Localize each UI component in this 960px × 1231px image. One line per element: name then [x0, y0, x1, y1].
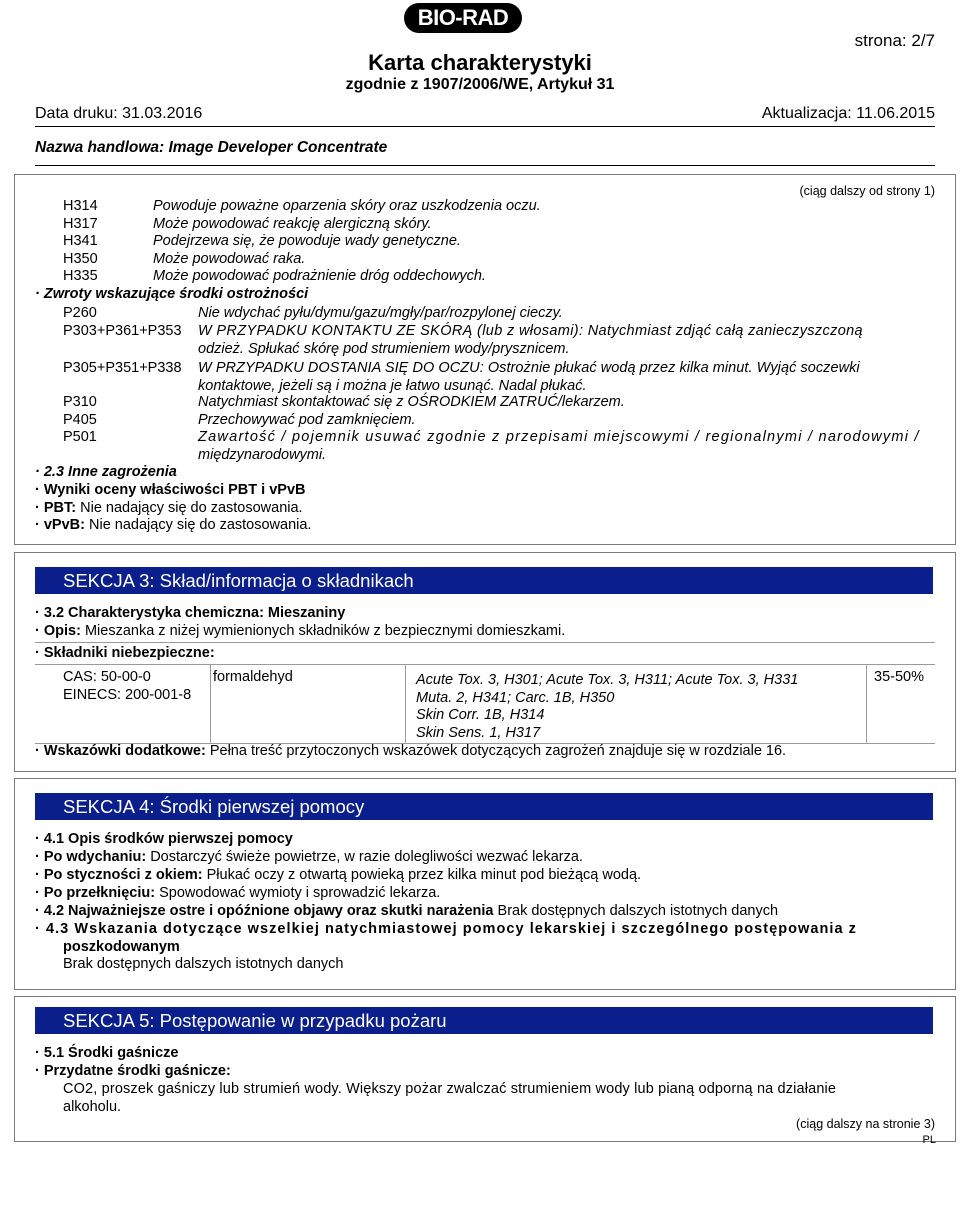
- section-4-box: [14, 778, 956, 990]
- extinguishing-media-text-cont: alkoholu.: [63, 1098, 122, 1115]
- continued-from-note: (ciąg dalszy od strony 1): [799, 184, 935, 198]
- p-statement: P305+P351+P338 W PRZYPADKU DOSTANIA SIĘ DO OCZU: Ostrożnie płukać wodą przez kilka minut. Wyjąć soczewki kontaktowe, jeżeli są i można je łatwo usunąć. Nadal płukać.: [63, 360, 860, 394]
- pbt-heading: · Wyniki oceny właściwości PBT i vPvB: [35, 482, 306, 498]
- extinguishing-media-label: · Przydatne środki gaśnicze:: [35, 1063, 231, 1079]
- vpvb-line: · vPvB: Nie nadający się do zastosowania.: [35, 517, 312, 533]
- cas-number: CAS: 50-00-0: [63, 669, 151, 685]
- document-subtitle: zgodnie z 1907/2006/WE, Artykuł 31: [345, 76, 615, 93]
- section-4-header: SEKCJA 4: Środki pierwszej pomocy: [35, 793, 933, 820]
- precaution-heading: · Zwroty wskazujące środki ostrożności: [35, 286, 309, 302]
- first-aid-item: · Po styczności z okiem: Płukać oczy z otwartą powieką przez kilka minut pod bieżącą wodą.: [35, 867, 642, 883]
- trade-name-divider: [35, 165, 935, 166]
- first-aid-item: · 4.2 Najważniejsze ostre i opóźnione objawy oraz skutki narażenia Brak dostępnych dalszych istotnych danych: [35, 903, 779, 919]
- page-number: strona: 2/7: [854, 31, 935, 50]
- components-table: [35, 642, 935, 744]
- other-hazards-heading: · 2.3 Inne zagrożenia: [35, 464, 177, 480]
- concentration: 35-50%: [874, 669, 924, 685]
- additional-info: · Wskazówki dodatkowe: Pełna treść przytoczonych wskazówek dotyczących zagrożeń znajduje się w rozdziale 16.: [35, 743, 787, 759]
- classification-line: Muta. 2, H341; Carc. 1B, H350: [416, 689, 615, 706]
- bio-rad-logo: BIO-RAD: [404, 3, 522, 33]
- first-aid-43-heading-cont: poszkodowanym: [63, 938, 180, 955]
- continued-to-note: (ciąg dalszy na stronie 3): [796, 1117, 935, 1131]
- print-date: Data druku: 31.03.2016: [35, 105, 203, 122]
- update-date: Aktualizacja: 11.06.2015: [761, 105, 935, 122]
- section-3-subheading: · 3.2 Charakterystyka chemiczna: Mieszaniny: [35, 605, 346, 621]
- p-statement: P303+P361+P353 W PRZYPADKU KONTAKTU ZE SKÓRĄ (lub z włosami): Natychmiast zdjąć całą zanieczyszczoną odzież. Spłukać skórę pod strumieniem wody/prysznicem.: [63, 323, 863, 357]
- first-aid-item: · Po przełknięciu: Spowodować wymioty i sprowadzić lekarza.: [35, 885, 441, 901]
- section-5-subheading: · 5.1 Środki gaśnicze: [35, 1045, 179, 1061]
- p-statement: P501 Zawartość / pojemnik usuwać zgodnie z przepisami miejscowymi / regionalnymi / narodowymi / międzynarodowymi.: [63, 429, 920, 463]
- language-code: PL: [922, 1134, 936, 1146]
- first-aid-43-heading: · 4.3 Wskazania dotyczące wszelkiej natychmiastowej pomocy lekarskiej i szczególnego postępowania z: [35, 921, 857, 937]
- component-name: formaldehyd: [213, 669, 293, 685]
- section-3-box: [14, 552, 956, 772]
- einecs-number: EINECS: 200-001-8: [63, 686, 192, 703]
- section-4-subheading: · 4.1 Opis środków pierwszej pomocy: [35, 831, 293, 847]
- classification-line: Acute Tox. 3, H301; Acute Tox. 3, H311; Acute Tox. 3, H331: [416, 672, 799, 688]
- classification-line: Skin Corr. 1B, H314: [416, 707, 545, 723]
- section-3-header: SEKCJA 3: Skład/informacja o składnikach: [35, 567, 933, 594]
- extinguishing-media-text: CO2, proszek gaśniczy lub strumień wody. Większy pożar zwalczać strumieniem wody lub pianą odporną na działanie: [63, 1081, 837, 1097]
- hazard-statements-box: (ciąg dalszy od strony 1) H314 Powoduje poważne oparzenia skóry oraz uszkodzenia oczu. H317 Może powodować reakcję alergiczną skóry. H341 Podejrzewa się, że powoduje wady genetyczne. H350 Może powodować raka. H335 Może powodować podrażnienie dróg oddechowych. · Zwroty wskazujące środki ostrożności P260 Nie wdychać pyłu/dymu/gazu/mgły/par/rozpylonej cieczy. P303+P361+P353 W PRZYPADKU KONTAKTU ZE SKÓRĄ (lub z włosami): Natychmiast zdjąć całą zanieczyszczoną odzież. Spłukać skórę pod strumieniem wody/prysznicem. P305+P351+P338 W PRZYPADKU DOSTANIA SIĘ DO OCZU: Ostrożnie płukać wodą przez kilka minut. Wyjąć soczewki kontaktowe, jeżeli są i można je łatwo usunąć. Nadal płukać. P310 Natychmiast skontaktować się z OŚRODKIEM ZATRUĆ/lekarzem. P405 Przechowywać pod zamknięciem. P501 Zawartość / pojemnik usuwać zgodnie z przepisami miejscowymi / regionalnymi / narodowymi / międzynarodowymi. · 2.3 Inne zagrożenia · Wyniki oceny właściwości PBT i vPvB · PBT: Nie nadający się do zastosowania. · vPvB: Nie nadający się do zastosowania.: [14, 174, 956, 545]
- document-title: Karta charakterystyki: [368, 50, 592, 75]
- section-5-header: SEKCJA 5: Postępowanie w przypadku pożaru: [35, 1007, 933, 1034]
- header-divider: [35, 126, 935, 127]
- section-3-description: · Opis: Mieszanka z niżej wymienionych składników z bezpiecznymi domieszkami.: [35, 623, 566, 639]
- classification-line: Skin Sens. 1, H317: [416, 724, 541, 741]
- pbt-line: · PBT: Nie nadający się do zastosowania.: [35, 499, 303, 516]
- first-aid-item: · Po wdychaniu: Dostarczyć świeże powietrze, w razie dolegliwości wezwać lekarza.: [35, 849, 583, 865]
- first-aid-43-value: Brak dostępnych dalszych istotnych danych: [63, 956, 344, 972]
- trade-name: Nazwa handlowa: Image Developer Concentrate: [35, 139, 388, 156]
- section-5-box: [14, 996, 956, 1142]
- hazardous-components-label: · Składniki niebezpieczne:: [35, 645, 215, 661]
